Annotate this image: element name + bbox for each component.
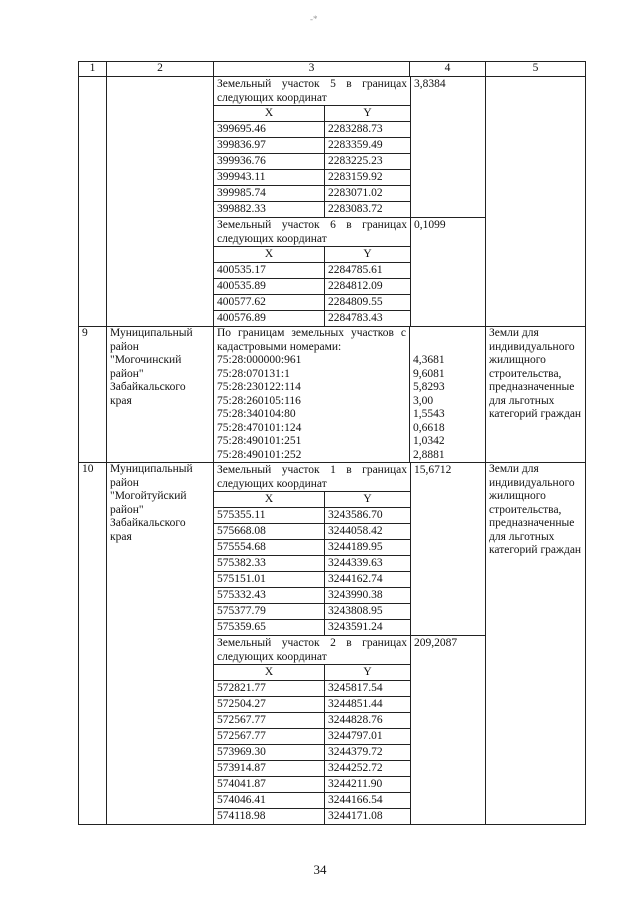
cell-region — [107, 77, 214, 327]
coord-y: 2284809.55 — [325, 295, 411, 311]
plot-area: 3,8384 — [414, 78, 446, 90]
plot-area: 209,2087 — [414, 637, 458, 649]
coord-y: 3243990.38 — [325, 588, 411, 604]
cadastral-id: 75:28:470101:124 — [217, 421, 302, 434]
coord-y: 3244339.63 — [325, 556, 411, 572]
cadastral-title: По границам земельных участков с кадастровыми номерами: — [217, 327, 406, 353]
coord-y: 2284785.61 — [325, 263, 411, 279]
scan-mark: -* — [310, 14, 318, 24]
plot-block-2 — [214, 635, 485, 824]
row-number: 10 — [79, 463, 107, 825]
coord-row — [214, 572, 410, 588]
coord-y: 3244211.90 — [325, 777, 411, 793]
cadastral-id: 75:28:340104:80 — [217, 408, 296, 420]
coord-header-y: Y — [325, 247, 411, 263]
cadastral-id: 75:28:260105:116 — [217, 394, 301, 407]
coord-x: 399943.11 — [214, 170, 325, 186]
coord-y: 3244166.54 — [325, 793, 411, 809]
coord-x: 400535.17 — [214, 263, 325, 279]
coord-y: 2283083.72 — [325, 202, 411, 218]
coord-y: 3244851.44 — [325, 697, 411, 713]
cadastral-id: 75:28:490101:252 — [217, 448, 302, 461]
coord-row — [214, 279, 410, 295]
land-purpose: Земли для индивидуального жилищного строительства, предназначенные для льготных категорий граждан — [486, 463, 586, 825]
cadastral-id: 75:28:000000:961 — [217, 354, 302, 366]
page-number: 34 — [313, 862, 327, 877]
coord-y: 3243591.24 — [325, 620, 411, 636]
coord-y: 2283288.73 — [325, 122, 411, 138]
coord-x: 399695.46 — [214, 122, 325, 138]
coord-x: 574118.98 — [214, 809, 325, 825]
cadastral-area: 5,8293 — [413, 381, 445, 393]
coord-x: 399985.74 — [214, 186, 325, 202]
coord-table — [214, 105, 410, 217]
coord-y: 2283071.02 — [325, 186, 411, 202]
plot-area: 0,1099 — [414, 219, 446, 231]
coord-y: 3244797.01 — [325, 729, 411, 745]
coord-x: 575359.65 — [214, 620, 325, 636]
land-plots-table — [78, 61, 586, 825]
coord-x: 575377.79 — [214, 604, 325, 620]
coord-row — [214, 202, 410, 218]
coord-y: 3243586.70 — [325, 508, 411, 524]
coord-row — [214, 777, 410, 793]
coord-y: 3243808.95 — [325, 604, 411, 620]
coord-row — [214, 588, 410, 604]
header-col-1: 1 — [79, 62, 107, 77]
coord-row — [214, 295, 410, 311]
coord-header-x: X — [214, 665, 325, 681]
coord-y: 2284812.09 — [325, 279, 411, 295]
header-col-4: 4 — [410, 62, 486, 77]
coord-y: 3244828.76 — [325, 713, 411, 729]
coord-row — [214, 745, 410, 761]
coord-x: 399836.97 — [214, 138, 325, 154]
cadastral-area: 1,0342 — [413, 435, 445, 447]
row-number: 9 — [79, 327, 107, 463]
coord-x: 399882.33 — [214, 202, 325, 218]
coord-x: 575554.68 — [214, 540, 325, 556]
coord-y: 2283225.23 — [325, 154, 411, 170]
coord-table — [214, 491, 410, 635]
cadastral-id: 75:28:490101:251 — [217, 435, 302, 447]
header-row — [79, 62, 586, 77]
coord-x: 399936.76 — [214, 154, 325, 170]
coord-y: 2284783.43 — [325, 311, 411, 327]
header-col-5: 5 — [486, 62, 586, 77]
region-name: Муниципальный район "Могойтуйский район" Забайкальского края — [107, 463, 214, 825]
plot-block-5 — [214, 77, 485, 217]
plot-title: Земельный участок 6 в границах следующих координат — [217, 219, 407, 245]
coord-header-y: Y — [325, 492, 411, 508]
coord-y: 3244058.42 — [325, 524, 411, 540]
table-row-continuation — [79, 77, 586, 327]
coord-row — [214, 524, 410, 540]
cadastral-area: 3,00 — [413, 394, 434, 407]
cadastral-area: 0,6618 — [413, 421, 445, 434]
coord-y: 3244171.08 — [325, 809, 411, 825]
coord-x: 572821.77 — [214, 681, 325, 697]
cell-num — [79, 77, 107, 327]
coord-row — [214, 729, 410, 745]
coord-header-x: X — [214, 247, 325, 263]
coord-header-y: Y — [325, 665, 411, 681]
cadastral-area: 4,3681 — [413, 354, 445, 366]
coord-row — [214, 311, 410, 327]
region-name: Муниципальный район "Могочинский район" Забайкальского края — [107, 327, 214, 463]
coord-row — [214, 604, 410, 620]
coord-row — [214, 556, 410, 572]
plot-block-6 — [214, 217, 485, 326]
coord-x: 400577.62 — [214, 295, 325, 311]
coord-y: 2283359.49 — [325, 138, 411, 154]
coord-x: 574041.87 — [214, 777, 325, 793]
cadastral-area: 9,6081 — [413, 367, 445, 380]
plot-title: Земельный участок 2 в границах следующих координат — [217, 637, 407, 663]
coord-y: 3244189.95 — [325, 540, 411, 556]
coord-row — [214, 697, 410, 713]
coord-x: 573914.87 — [214, 761, 325, 777]
coord-x: 575355.11 — [214, 508, 325, 524]
coord-row — [214, 508, 410, 524]
coord-x: 400535.89 — [214, 279, 325, 295]
coord-x: 400576.89 — [214, 311, 325, 327]
land-purpose: Земли для индивидуального жилищного строительства, предназначенные для льготных категорий граждан — [486, 327, 586, 463]
coord-row — [214, 793, 410, 809]
header-col-3: 3 — [214, 62, 410, 77]
cadastral-id: 75:28:230122:114 — [217, 381, 301, 393]
coord-y: 2283159.92 — [325, 170, 411, 186]
coord-header-x: X — [214, 492, 325, 508]
coord-header-x: X — [214, 106, 325, 122]
coord-row — [214, 186, 410, 202]
coord-row — [214, 138, 410, 154]
coord-table — [214, 246, 410, 326]
coord-row — [214, 170, 410, 186]
coord-row — [214, 540, 410, 556]
coord-row — [214, 713, 410, 729]
plot-area: 15,6712 — [414, 464, 452, 476]
coord-x: 575332.43 — [214, 588, 325, 604]
header-col-2: 2 — [107, 62, 214, 77]
coord-row — [214, 809, 410, 825]
plot-title: Земельный участок 5 в границах следующих координат — [217, 78, 407, 104]
cell-purpose — [486, 77, 586, 327]
coord-x: 572567.77 — [214, 713, 325, 729]
coord-row — [214, 620, 410, 636]
plot-title: Земельный участок 1 в границах следующих координат — [217, 464, 407, 490]
coord-y: 3244162.74 — [325, 572, 411, 588]
coord-x: 575668.08 — [214, 524, 325, 540]
coord-header-y: Y — [325, 106, 411, 122]
coord-x: 575151.01 — [214, 572, 325, 588]
coord-row — [214, 154, 410, 170]
coord-x: 573969.30 — [214, 745, 325, 761]
coord-row — [214, 761, 410, 777]
table-row-10 — [79, 463, 586, 825]
coord-x: 574046.41 — [214, 793, 325, 809]
coord-x: 575382.33 — [214, 556, 325, 572]
cadastral-area: 1,5543 — [413, 408, 445, 420]
coord-table — [214, 664, 410, 824]
coord-y: 3244379.72 — [325, 745, 411, 761]
coord-x: 572567.77 — [214, 729, 325, 745]
coord-y: 3244252.72 — [325, 761, 411, 777]
plot-block-1 — [214, 463, 485, 635]
cadastral-id: 75:28:070131:1 — [217, 367, 290, 380]
coord-row — [214, 681, 410, 697]
coord-x: 572504.27 — [214, 697, 325, 713]
coord-row — [214, 263, 410, 279]
cadastral-area: 2,8881 — [413, 448, 445, 461]
table-row-9 — [79, 327, 586, 463]
coord-y: 3245817.54 — [325, 681, 411, 697]
coord-row — [214, 122, 410, 138]
